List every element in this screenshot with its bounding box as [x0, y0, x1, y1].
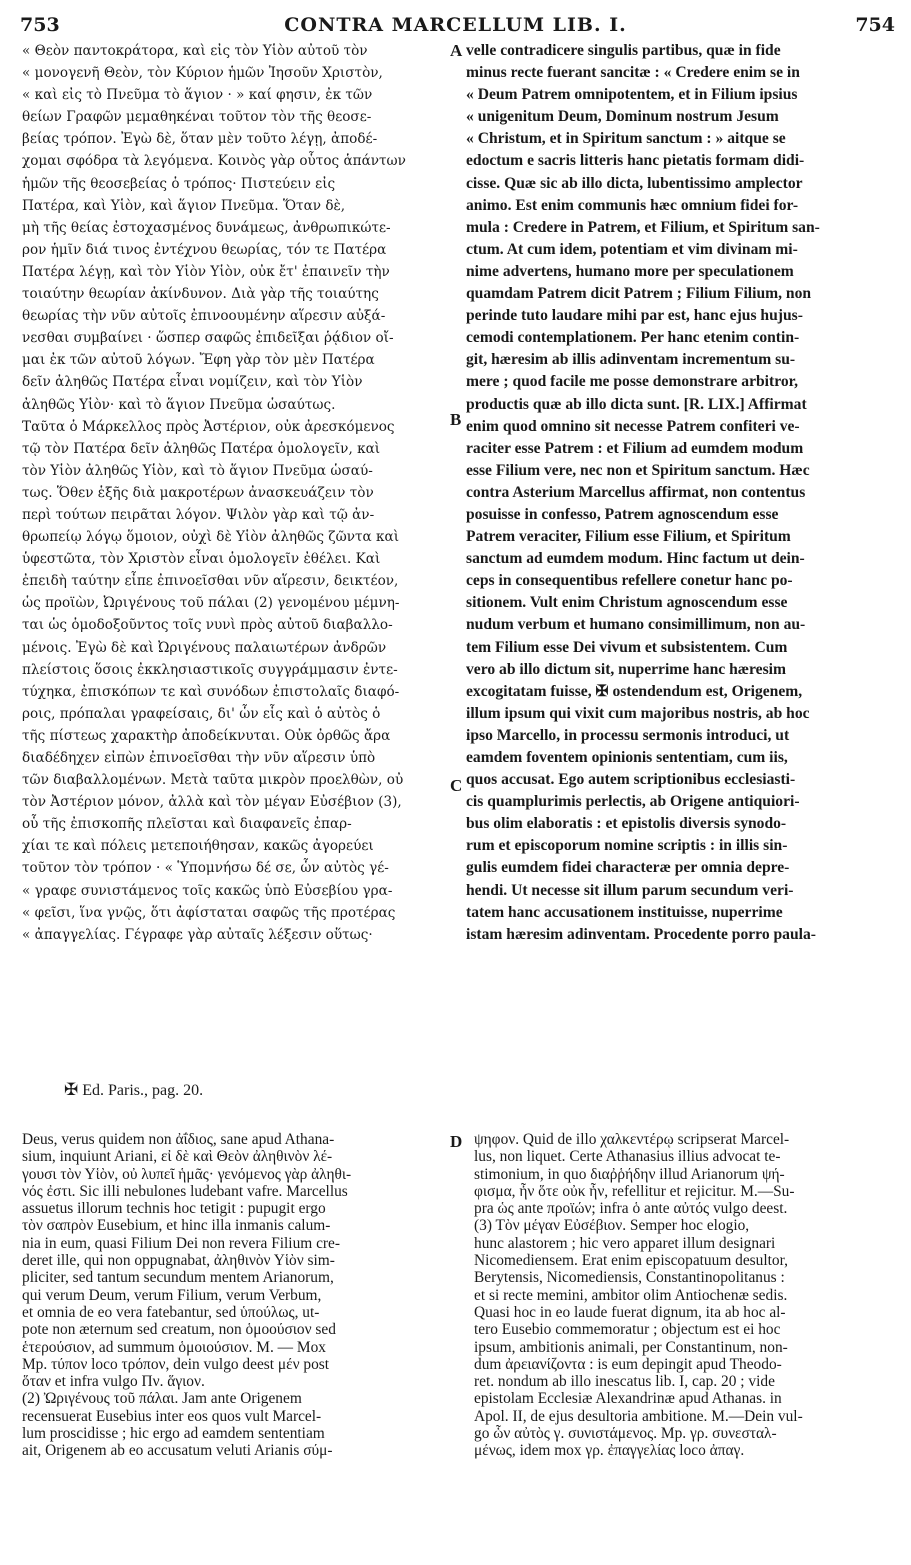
footnote-line: lus, non liquet. Certe Athanasius illius advocat te-	[474, 1148, 781, 1166]
footnote-line: Mp. τύπον loco τρόπον, dein vulgo deest μέν post	[22, 1355, 330, 1373]
footnotes-right-column	[474, 1131, 892, 1460]
latin-text-line: perinde tuto laudare mihi par est, hanc ejus hujus-	[466, 307, 803, 325]
latin-text-line: eamdem foventem opinionis sententiam, cum iis,	[466, 749, 788, 766]
latin-text-line: « Christum, et in Spiritum sanctum : » aitque se	[466, 130, 786, 148]
greek-text-line: Πατέρα λέγῃ, καὶ τὸν Υἱὸν Υἱὸν, οὐκ ἔτ' ἐπαινεῖν τὴν	[22, 263, 390, 280]
latin-text-line: ceps in consequentibus refellere conetur hanc po-	[466, 572, 793, 590]
latin-text-line: istam hæresim adinventam. Procedente porro paula-	[466, 925, 816, 943]
greek-text-line: « φεῖσι, ἵνα γνῷς, ὅτι ἀφίσταται σαφῶς τῆς προτέρας	[22, 904, 396, 921]
greek-text-line: τὸν Υἱὸν ἀληθῶς Υἱὸν, καὶ τὸ ἅγιον Πνεῦμα ὡσαύ-	[22, 462, 373, 479]
section-marker-d: D	[450, 1132, 463, 1151]
latin-text-line: gulis eumdem fidei characteræ per omnia depre-	[466, 859, 790, 877]
greek-text-line: ἡμῶν τῆς θεοσεβείας ὁ τρόπος· Πιστεύειν εἰς	[22, 175, 336, 192]
latin-text-line: productis quæ ab illo dicta sunt. [R. LIX.] Affirmat	[466, 395, 807, 413]
greek-text-line: « Θεὸν παντοκράτορα, καὶ εἰς τὸν Υἱὸν αὐτοῦ τὸν	[22, 43, 368, 59]
latin-text-line: vero ab illo dictum sit, nuperrime hanc hæresim	[466, 660, 786, 678]
footnote-line: (3) Τὸν μέγαν Εὐσέβιον. Semper hoc elogio,	[474, 1217, 750, 1235]
greek-text-line: τύχηκα, ἐπισκόπων τε καὶ συνόδων ἐπιστολαῖς διαφό-	[22, 683, 400, 700]
latin-text-line: contra Asterium Marcellus affirmat, non contentus	[466, 483, 806, 501]
footnote-line: Berytensis, Nicomediensis, Constantinopolitanus :	[474, 1269, 785, 1287]
latin-text-line: git, hæresim ab illis adinventam incrementum su-	[466, 351, 796, 369]
greek-text-line: ροις, πρόπαλαι γραφείσαις, δι' ὧν εἷς καὶ ὁ αὐτὸς ὁ	[22, 705, 381, 722]
footnote-line: dum ἀρειανίζοντα : is eum depingit apud Theodo-	[474, 1355, 782, 1373]
footnote-line: epistolam Ecclesiæ Alexandrinæ apud Athanas. in	[474, 1390, 782, 1408]
latin-text-line: cemodi contemplationem. Per hanc etenim contin-	[466, 329, 800, 347]
footnote-line: τὸν σαπρὸν Eusebium, et hinc illa inmanis calum-	[22, 1217, 331, 1235]
greek-text-line: χίαι τε καὶ πόλεις μετεποιήθησαν, κακῶς ἀγορεύει	[22, 838, 374, 855]
greek-text-line: τὸν Ἀστέριον μόνον, ἀλλὰ καὶ τὸν μέγαν Εὐσέβιον (3),	[22, 794, 402, 811]
left-page-number: 753	[20, 14, 60, 36]
footnote-line: recensuerat Eusebius inter eos quos vult Marcel-	[22, 1407, 322, 1425]
latin-text-line: hendi. Ut necesse sit illum parum secundum veri-	[466, 881, 794, 899]
greek-text-line: θρωπείῳ λόγῳ ὅμοιον, οὐχὶ δὲ Υἱὸν ἀληθῶς ζῶντα καὶ	[22, 529, 400, 546]
footnote-line: ὅταν et infra vulgo Πν. ἅγιον.	[22, 1373, 205, 1391]
footnote-line: γουσι τὸν Υἱὸν, οὐ λυπεῖ ἡμᾶς· γενόμενος γὰρ ἀληθι-	[22, 1165, 352, 1183]
footnote-line: ψηφον. Quid de illo χαλκεντέρῳ scripserat Marcel-	[474, 1131, 790, 1148]
latin-text-line: « Deum Patrem omnipotentem, et in Filium ipsius	[466, 86, 798, 104]
latin-text-line: nime advertens, humano more per speculationem	[466, 262, 794, 280]
latin-text-line: « unigenitum Deum, Dominum nostrum Jesum	[466, 108, 779, 126]
footnote-line: go ὧν αὐτὸς γ. συνιστάμενος. Mp. γρ. συνεσταλ-	[474, 1425, 777, 1443]
latin-text-line: illum ipsum qui vixit cum majoribus nostris, ab hoc	[466, 704, 810, 722]
latin-text-line: ipso Marcello, in processu sermonis introduci, ut	[466, 726, 790, 744]
latin-text-line: minus recte fuerant sancitæ : « Credere enim se in	[466, 64, 800, 82]
footnote-line: assuetus illorum technis hoc tetigit : pupugit ergo	[22, 1200, 326, 1218]
greek-text-line: δεῖν ἀληθῶς Πατέρα εἶναι νομίζειν, καὶ τὸν Υἱὸν	[22, 374, 363, 391]
footnote-line: Quasi hoc in eo laude fuerat dignum, ita ab hoc al-	[474, 1303, 786, 1321]
greek-text-line: « καὶ εἰς τὸ Πνεῦμα τὸ ἅγιον · » καί φησιν, ἐκ τῶν	[22, 87, 373, 104]
footnote-line: (2) Ὠριγένους τοῦ πάλαι. Jam ante Origenem	[22, 1390, 302, 1408]
footnote-line: lum proscidisse ; hic ergo ad eamdem sententiam	[22, 1425, 325, 1443]
footnote-line: ret. nondum ab illo inescatus lib. I, cap. 20 ; vide	[474, 1373, 775, 1391]
section-marker-b: B	[450, 410, 462, 429]
latin-text-line: animo. Est enim communis hæc omnium fidei for-	[466, 196, 799, 214]
latin-text-line: tem Filium esse Dei vivum et subsistentem. Cum	[466, 638, 788, 656]
latin-text-line: tatem hanc accusationem instituisse, nuperrime	[466, 903, 783, 921]
greek-text-line: χομαι σφόδρα τὰ λεγόμενα. Κοινὸς γὰρ οὗτος ἁπάντων	[22, 153, 406, 170]
greek-text-line: ἀληθῶς Υἱὸν· καὶ τὸ ἅγιον Πνεῦμα ὡσαύτως.	[22, 396, 336, 413]
latin-text-line: quos accusat. Ego autem scriptionibus ecclesiasti-	[466, 771, 796, 789]
footnote-line: et omnia de eo vera fatebantur, sed ὑπούλως, ut-	[22, 1303, 320, 1321]
greek-text-line: Ταῦτα ὁ Μάρκελλος πρὸς Ἀστέριον, οὐκ ἀρεσκόμενος	[22, 418, 395, 435]
greek-text-line: θείων Γραφῶν μεμαθηκέναι τοῦτον τὸν τῆς θεοσε-	[22, 109, 372, 126]
right-page-number: 754	[855, 14, 895, 36]
section-marker-a: A	[450, 41, 463, 60]
latin-text-line: mula : Credere in Patrem, et Filium, et Spiritum san-	[466, 218, 820, 236]
cross-icon: ✠	[64, 1080, 79, 1099]
latin-text-line: quamdam Patrem dicit Patrem ; Filium Filium, non	[466, 285, 812, 303]
greek-text-line: περὶ τούτων πειρᾶται λόγον. Ψιλὸν γὰρ καὶ τῷ ἀν-	[22, 506, 375, 523]
footnote-line: Deus, verus quidem non ἀΐδιος, sane apud Athana-	[22, 1131, 335, 1148]
footnote-line: μένως, idem mox γρ. ἐπαγγελίας loco ἀπαγ.	[474, 1442, 745, 1460]
latin-text-line: excogitatam fuisse, ✠ ostendendum est, Origenem,	[466, 682, 803, 700]
greek-text-line: ται ὡς ὁμοδοξοῦντος τοῖς νυνὶ πρὸς αὐτοῦ διαβαλλο-	[22, 617, 393, 634]
footnote-line: pliciter, sed tantum secundum mentem Arianorum,	[22, 1269, 334, 1287]
footnote-line: ἑτερούσιον, ad summum ὁμοιούσιον. M. — Mox	[22, 1338, 326, 1356]
latin-text-line: esse Filium vere, nec non et Spiritum sanctum. Hæc	[466, 461, 810, 479]
greek-text-column	[22, 40, 454, 946]
greek-text-line: « ἀπαγγελίας. Γέγραφε γὰρ αὐταῖς λέξεσιν οὕτως·	[22, 926, 373, 943]
latin-text-line: Patrem veraciter, Filium esse Filium, et Spiritum	[466, 528, 791, 546]
latin-text-line: mere ; quod facile me posse demonstrare arbitror,	[466, 373, 799, 391]
footnote-line: pra ὡς ante προϊών; infra ὁ ante αὐτός vulgo deest.	[474, 1200, 788, 1218]
footnotes-left-column	[22, 1131, 440, 1460]
footnote-line: ait, Origenem ab eo accusatum veluti Arianis σύμ-	[22, 1442, 333, 1460]
footnote-line: nia in eum, quasi Filium Dei non revera Filium cre-	[22, 1234, 341, 1252]
greek-text-line: « γραφε συνιστάμενος τοῖς κακῶς ὑπὸ Εὐσεβίου γρα-	[22, 882, 393, 899]
greek-text-line: βείας τρόπον. Ἐγὼ δὲ, ὅταν μὲν τοῦτο λέγῃ, ἀποδέ-	[22, 131, 378, 148]
edition-reference-text: Ed. Paris., pag. 20.	[82, 1082, 204, 1099]
latin-text-line: cis quamplurimis perlectis, ab Origene antiquiori-	[466, 793, 800, 811]
greek-text-line: τῶν διαβαλλομένων. Μετὰ ταῦτα μικρὸν προελθὼν, οὐ	[22, 772, 404, 789]
greek-text-line: τως. Ὅθεν ἑξῆς διὰ μακροτέρων ἀνασκευάζειν τὸν	[22, 484, 374, 501]
greek-text-line: πλείστοις ὅσοις ἐκκλησιαστικοῖς συγγράμμασιν ἐντε-	[22, 661, 398, 678]
footnote-line: νός ἐστι. Sic illi nebulones ludebant vafre. Marcellus	[22, 1182, 348, 1200]
footnote-line: tero Eusebio commemoratur ; objectum est ei hoc	[474, 1321, 781, 1339]
greek-text-line: τοῦτον τὸν τρόπον · « Ὑπομνήσω δέ σε, ὧν αὐτὸς γέ-	[22, 860, 389, 877]
greek-text-line: διαδέδηχεν εἰπὼν ἐπινοεῖσθαι τὴν νῦν αἵρεσιν ὑπὸ	[22, 750, 376, 766]
footnote-line: deret ille, qui non oppugnabat, ἀληθινὸν Υἱὸν sim-	[22, 1252, 335, 1270]
latin-text-line: cisse. Quæ sic ab illo dicta, lubentissimo amplector	[466, 174, 803, 192]
footnote-line: ipsum, ambitionis animali, per Constantinum, non-	[474, 1338, 788, 1356]
footnote-line: pote non æternum sed creatum, non ὁμοούσιον sed	[22, 1321, 336, 1339]
latin-text-line: edoctum e sacris litteris hanc pietatis formam didi-	[466, 152, 805, 170]
greek-text-line: μὴ τῆς θείας ἐστοχασμένος δυνάμεως, ἀνθρωπικώτε-	[22, 219, 391, 236]
greek-text-line: τοιαύτην θεωρίαν ἀκίνδυνον. Διὰ γὰρ τῆς τοιαύτης	[22, 286, 379, 303]
latin-text-line: velle contradicere singulis partibus, quæ in fide	[466, 42, 781, 59]
footnote-line: φισμα, ἦν ὅτε οὐκ ἦν, refellitur et rejicitur. M.—Su-	[474, 1182, 795, 1200]
greek-text-line: ρον ἡμῖν διά τινος ἐντέχνου θεωρίας, τόν τε Πατέρα	[22, 241, 387, 258]
greek-text-line: νεσθαι συμβαίνει · ὥσπερ σαφῶς ἐπιδεῖξαι ῥᾴδιον οἴ-	[22, 330, 394, 347]
greek-text-line: μένοις. Ἐγὼ δὲ καὶ Ὠριγένους παλαιωτέρων ἀνδρῶν	[22, 639, 387, 656]
footnote-line: qui verum Deum, verum Filium, verum Verbum,	[22, 1286, 322, 1304]
footnote-line: Apol. II, de ejus desultoria ambitione. M.—Dein vul-	[474, 1407, 803, 1425]
greek-text-line: « μονογενῆ Θεὸν, τὸν Κύριον ἡμῶν Ἰησοῦν Χριστὸν,	[22, 65, 383, 82]
greek-text-line: τῷ τὸν Πατέρα δεῖν ἀληθῶς Πατέρα ὁμολογεῖν, καὶ	[22, 440, 381, 457]
footnote-line: Nicomediensem. Erat enim episcopatuum desultor,	[474, 1252, 788, 1270]
footnote-line: sium, inquiunt Ariani, εἰ δὲ καὶ Θεὸν ἀληθινὸν λέ-	[22, 1148, 333, 1166]
greek-text-line: ὑφεστῶτα, τὸν Χριστὸν εἶναι ὁμολογεῖν ἐθέλει. Καὶ	[22, 551, 381, 568]
latin-text-line: sitionem. Vult enim Christum agnoscendum esse	[466, 594, 788, 612]
latin-text-line: rum et episcoporum nomine scriptis : in illis sin-	[466, 837, 788, 855]
latin-text-line: raciter esse Patrem : et Filium ad eumdem modum	[466, 439, 804, 457]
latin-text-line: bus olim elaboratis : et epistolis diversis synodo-	[466, 815, 787, 833]
running-title: CONTRA MARCELLUM LIB. I.	[284, 14, 627, 36]
latin-text-line: nudum verbum et humano consimillimum, non au-	[466, 616, 806, 634]
greek-text-line: οὗ τῆς ἐπισκοπῆς πλεῖσται καὶ διαφανεῖς ἐπαρ-	[22, 816, 352, 833]
edition-reference	[64, 1080, 203, 1101]
greek-text-line: τῆς πίστεως χαρακτὴρ ἀποδείκνυται. Οὐκ ὀρθῶς ἄρα	[22, 727, 391, 744]
latin-text-line: sanctum ad eumdem modum. Hinc factum ut dein-	[466, 550, 805, 568]
greek-text-line: θεωρίας τὴν νῦν αὐτοῖς ἐπινοουμένην αἵρεσιν αὐξά-	[22, 308, 386, 325]
section-marker-c: C	[450, 776, 463, 795]
latin-text-line: ctum. At cum idem, potentiam et vim divinam mi-	[466, 240, 798, 258]
latin-text-line: enim quod omnino sit necesse Patrem confiteri ve-	[466, 417, 800, 435]
footnote-line: stimonium, in quo διαῤῥήδην illud Arianorum ψή-	[474, 1165, 785, 1183]
greek-text-line: Πατέρα, καὶ Υἱὸν, καὶ ἅγιον Πνεῦμα. Ὅταν δὲ,	[22, 197, 346, 214]
footnote-line: hunc alastorem ; hic vero apparet illum designari	[474, 1234, 776, 1252]
greek-text-line: μαι ἐκ τῶν αὐτοῦ λόγων. Ἔφη γὰρ τὸν μὲν Πατέρα	[22, 352, 375, 369]
latin-text-line: posuisse in confesso, Patrem agnoscendum esse	[466, 505, 779, 523]
footnote-line: et si recte memini, ambitor olim Antiochenæ sedis.	[474, 1286, 788, 1304]
greek-text-line: ὡς προϊὼν, Ὠριγένους τοῦ πάλαι (2) γενομένου μέμνη-	[22, 595, 400, 612]
greek-text-line: ἐπειδὴ ταύτην εἶπε ἐπινοεῖσθαι νῦν αἵρεσιν, δεικτέον,	[22, 573, 399, 590]
latin-text-column	[466, 40, 894, 946]
